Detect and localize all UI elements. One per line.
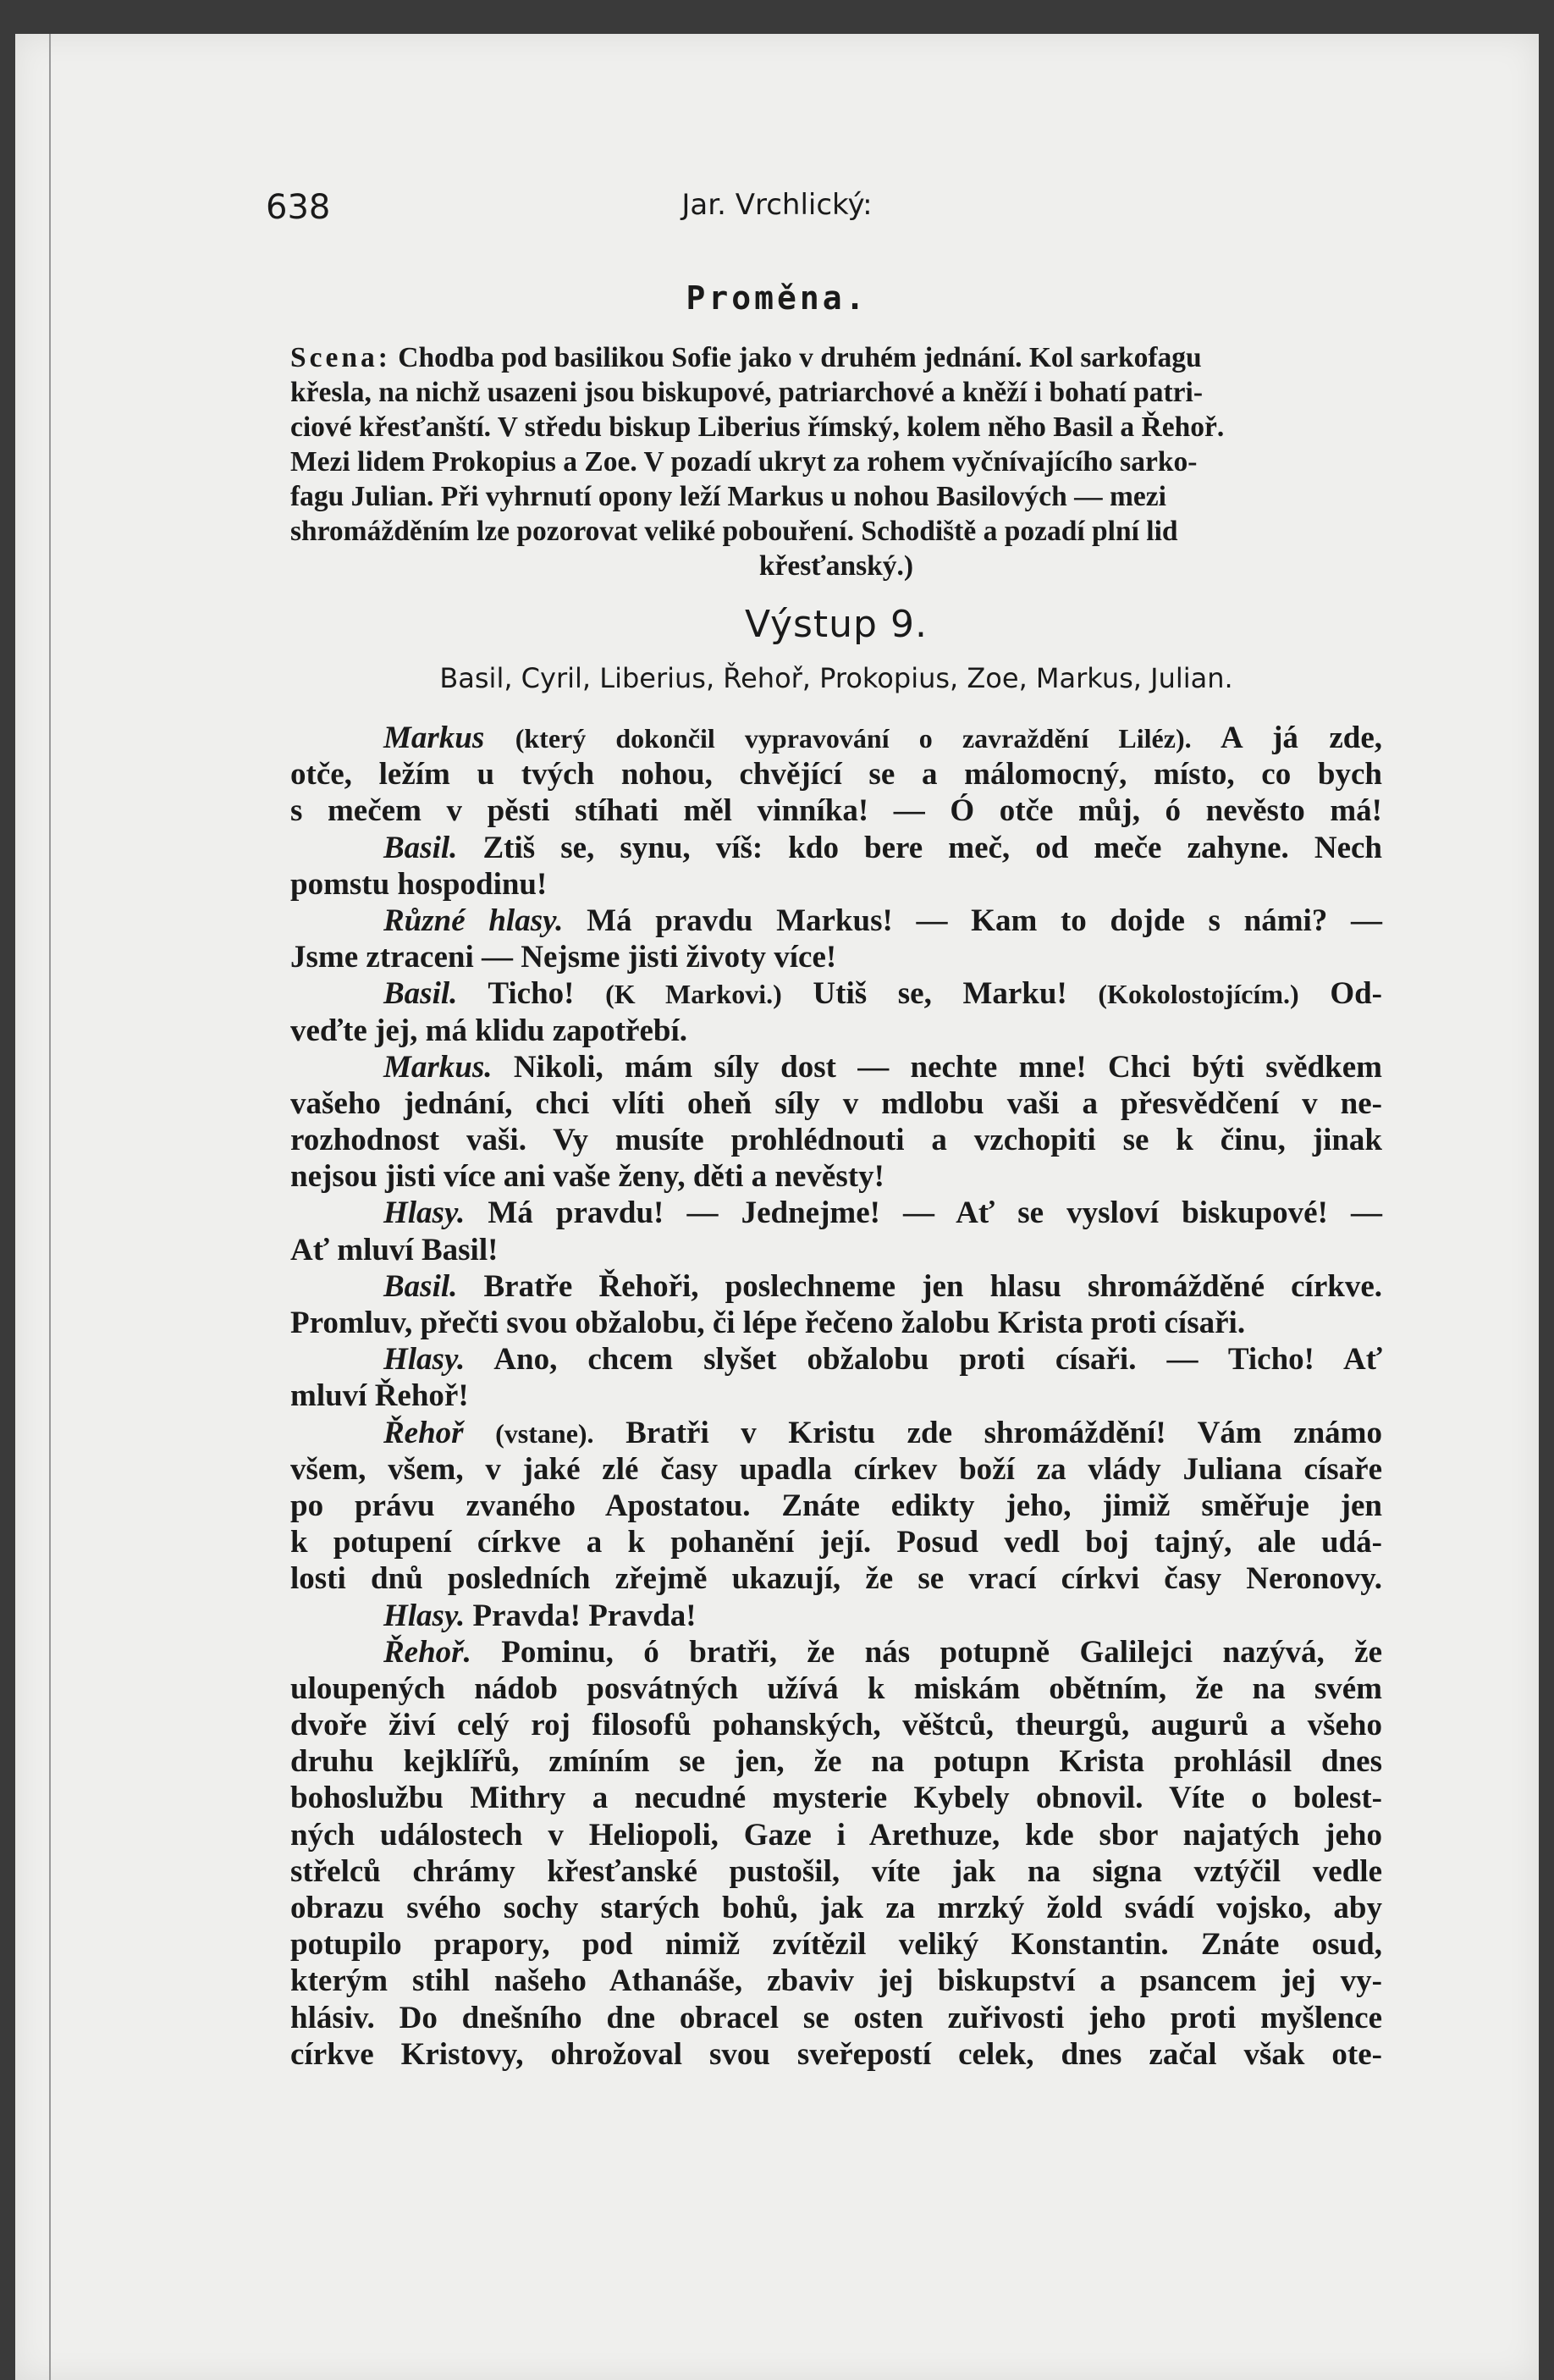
dialogue-line: hlásiv. Do dnešního dne obracel se osten zuřivosti jeho proti myšlence bbox=[290, 2000, 1382, 2035]
dialogue-line: Basil. Ticho! (K Markovi.) Utiš se, Marku! (Kokolostojícím.) Od- bbox=[383, 976, 1382, 1012]
stage-note: (vstane). bbox=[495, 1417, 594, 1449]
running-head-author: Jar. Vrchlický: bbox=[681, 188, 873, 222]
cast-list: Basil, Cyril, Liberius, Řehoř, Prokopius, Zoe, Markus, Julian. bbox=[439, 662, 1233, 694]
dialogue-line: veďte jej, má klidu zapotřebí. bbox=[290, 1013, 688, 1048]
dialogue-line: otče, ležím u tvých nohou, chvějící se a málomocný, místo, co bych bbox=[290, 757, 1382, 792]
dialogue-line: střelců chrámy křesťanské pustošil, víte jak na signa vztýčil vedle bbox=[290, 1853, 1382, 1889]
page-number: 638 bbox=[266, 188, 331, 227]
dialogue-line: všem, všem, v jaké zlé časy upadla církev boží za vlády Juliana císaře bbox=[290, 1451, 1382, 1487]
dialogue bbox=[290, 720, 1382, 2073]
speaker: Hlasy. bbox=[383, 1196, 466, 1231]
speaker: Řehoř bbox=[383, 1415, 464, 1450]
dialogue-line: mluví Řehoř! bbox=[290, 1378, 469, 1414]
dialogue-line: k potupení církve a k pohanění její. Posud vedl boj tajný, ale udá- bbox=[290, 1525, 1382, 1560]
dialogue-line: Promluv, přečti svou obžalobu, či lépe řečeno žalobu Krista proti císaři. bbox=[290, 1306, 1246, 1340]
dialogue-line: druhu kejklířů, zmíním se jen, že na potupn Krista prohlásil dnes bbox=[290, 1744, 1382, 1780]
stage-note: (Kokolostojícím.) bbox=[1098, 979, 1299, 1010]
speaker: Hlasy. bbox=[383, 1342, 466, 1378]
dialogue-line: Basil. Ztiš se, synu, víš: kdo bere meč, od meče zahyne. Nech bbox=[383, 830, 1382, 865]
page bbox=[15, 34, 1539, 2380]
dialogue-line: dvoře živí celý roj filosofů pohanských, věštců, theurgů, augurů a všeho bbox=[290, 1708, 1382, 1743]
speaker: Basil. bbox=[383, 976, 458, 1012]
play-title: Proměna. bbox=[686, 279, 868, 317]
stage-note: (K Markovi.) bbox=[605, 979, 782, 1010]
speaker: Markus bbox=[383, 721, 485, 755]
speaker: Řehoř. bbox=[383, 1634, 471, 1670]
dialogue-line: Markus (který dokončil vypravování o zavraždění Liléz). A já zde, bbox=[383, 721, 1383, 755]
dialogue-line: potupilo prapory, pod nimiž zvítězil veliký Konstantin. Znáte osud, bbox=[290, 1927, 1382, 1963]
dialogue-line: po právu zvaného Apostatou. Znáte edikty jeho, jimiž směřuje jen bbox=[290, 1488, 1382, 1523]
speaker: Hlasy. bbox=[383, 1598, 466, 1633]
stage-line: Mezi lidem Prokopius a Zoe. V pozadí ukryt za rohem vyčnívajícího sarko- bbox=[290, 446, 1198, 478]
speaker: Basil. bbox=[383, 830, 458, 865]
stage-line: ciové křesťanští. V středu biskup Liberius římský, kolem něho Basil a Řehoř. bbox=[290, 411, 1225, 443]
dialogue-line: Jsme ztraceni — Nejsme jisti životy více! bbox=[290, 940, 837, 975]
dialogue-line: Řehoř. Pominu, ó bratři, že nás potupně Galilejci nazývá, že bbox=[383, 1634, 1382, 1670]
stage-note: (který dokončil vypravování o zavraždění Liléz). bbox=[515, 723, 1192, 754]
dialogue-line: Hlasy. Pravda! Pravda! bbox=[383, 1598, 697, 1633]
dialogue-line: rozhodnost vaši. Vy musíte prohlédnouti a vzchopiti se k činu, jinak bbox=[290, 1123, 1382, 1158]
stage-label: Scena: bbox=[290, 342, 391, 373]
speaker: Různé hlasy. bbox=[383, 903, 564, 938]
dialogue-line: Řehoř (vstane). Bratři v Kristu zde shromáždění! Vám známo bbox=[383, 1415, 1383, 1450]
dialogue-line: Různé hlasy. Má pravdu Markus! — Kam to dojde s námi? — bbox=[383, 903, 1383, 938]
speaker: Basil. bbox=[383, 1268, 458, 1304]
dialogue-line: Hlasy. Ano, chcem slyšet obžalobu proti císaři. — Ticho! Ať bbox=[383, 1342, 1382, 1378]
dialogue-line: Markus. Nikoli, mám síly dost — nechte mne! Chci býti svědkem bbox=[383, 1049, 1383, 1085]
scene-title: Výstup 9. bbox=[745, 603, 928, 646]
dialogue-line: Ať mluví Basil! bbox=[290, 1232, 499, 1267]
dialogue-line: kterým stihl našeho Athanáše, zbaviv jej biskupství a psancem jej vy- bbox=[290, 1963, 1382, 1999]
dialogue-line: obrazu svého sochy starých bohů, jak za mrzký žold svádí vojsko, aby bbox=[290, 1891, 1382, 1925]
stage-line: křesla, na nichž usazeni jsou biskupové, patriarchové a kněží i bohatí patri- bbox=[290, 377, 1203, 408]
dialogue-line: Basil. Bratře Řehoři, poslechneme jen hlasu shromážděné církve. bbox=[383, 1268, 1382, 1304]
speaker: Markus. bbox=[383, 1049, 493, 1085]
stage-line: shromážděním lze pozorovat veliké pobouření. Schodiště a pozadí plní lid bbox=[290, 516, 1178, 547]
dialogue-line: s mečem v pěsti stíhati měl vinníka! — Ó otče můj, ó nevěsto má! bbox=[290, 793, 1382, 829]
stage-line: fagu Julian. Při vyhrnutí opony leží Markus u nohou Basilových — mezi bbox=[290, 481, 1166, 512]
dialogue-line: Hlasy. Má pravdu! — Jednejme! — Ať se vysloví biskupové! — bbox=[383, 1196, 1383, 1231]
dialogue-line: ných událostech v Heliopoli, Gaze i Arethuze, kde sbor najatých jeho bbox=[290, 1817, 1382, 1853]
dialogue-line: pomstu hospodinu! bbox=[290, 866, 548, 902]
dialogue-line: uloupených nádob posvátných užívá k miskám obětním, že na svém bbox=[290, 1670, 1382, 1706]
stage-line: Scena: Chodba pod basilikou Sofie jako v druhém jednání. Kol sarkofagu bbox=[290, 342, 1202, 373]
dialogue-line: církve Kristovy, ohrožoval svou sveřepostí celek, dnes začal však ote- bbox=[290, 2036, 1382, 2072]
dialogue-line: vašeho jednání, chci vlíti oheň síly v mdlobu vaši a přesvědčení v ne- bbox=[290, 1085, 1382, 1121]
dialogue-line: bohoslužbu Mithry a necudné mysterie Kybely obnovil. Víte o bolest- bbox=[290, 1781, 1382, 1816]
dialogue-line: losti dnů posledních zřejmě ukazují, že se vrací církvi časy Neronovy. bbox=[290, 1561, 1382, 1597]
dialogue-line: nejsou jisti více ani vaše ženy, děti a nevěsty! bbox=[290, 1159, 884, 1195]
page-frame-line bbox=[49, 34, 51, 2380]
stage-line: křesťanský.) bbox=[758, 550, 914, 582]
